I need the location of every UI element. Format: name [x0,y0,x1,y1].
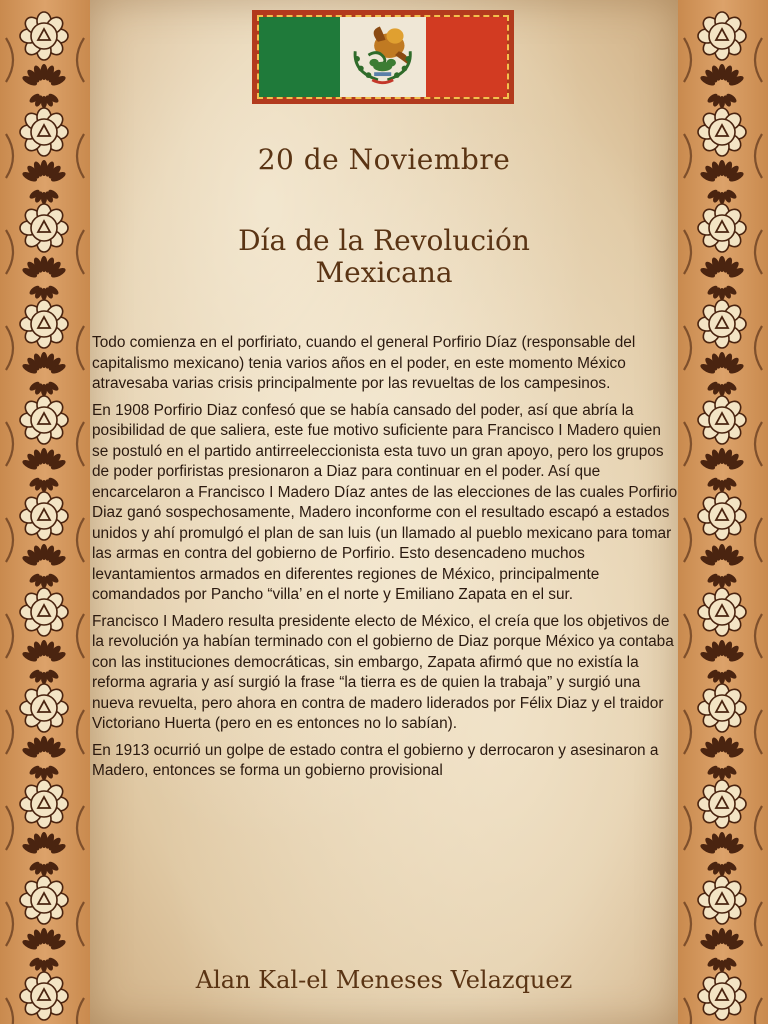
fan-ornament [21,928,67,972]
swirl-ornament [684,518,691,562]
article-body [92,333,680,788]
swirl-ornament [755,614,762,658]
swirl-ornament [6,518,13,562]
swirl-ornament [77,710,84,754]
swirl-ornament [684,230,691,274]
swirl-ornament [77,902,84,946]
paragraph-3: Francisco I Madero resulta presidente electo de México, el creía que los objetivos de la revolución ya habían terminado con el gobierno de Diaz porque México ya contaba con las instituciones democráticas, sin embargo, Zapata afirmó que no existía la reforma agraria y así surgió la frase “la tierra es de quien la trabaja” y surgió una nueva revuelta, pero ahora en contra de madero liderados por Félix Diaz y el traidor Victoriano Huerta (pero en es entonces no lo sabían). [92,612,674,732]
flower-ornament [20,684,68,732]
flower-ornament [698,300,746,348]
fan-ornament [699,832,745,876]
swirl-ornament [755,902,762,946]
fan-ornament [699,448,745,492]
swirl-ornament [6,230,13,274]
swirl-ornament [77,614,84,658]
swirl-ornament [6,902,13,946]
flower-ornament [20,12,68,60]
flower-ornament [20,876,68,924]
swirl-ornament [755,134,762,178]
swirl-ornament [77,326,84,370]
flower-ornament [20,396,68,444]
flower-ornament [698,396,746,444]
swirl-ornament [755,230,762,274]
page-title [90,225,678,289]
swirl-ornament [684,902,691,946]
right-floral-border [678,0,768,1024]
swirl-ornament [77,38,84,82]
fan-ornament [699,64,745,108]
swirl-ornament [755,326,762,370]
flower-ornament [698,12,746,60]
flower-ornament [698,588,746,636]
swirl-ornament [6,710,13,754]
flower-ornament [20,204,68,252]
fan-ornament [699,928,745,972]
paragraph-4: En 1913 ocurrió un golpe de estado contra el gobierno y derrocaron y asesinaron a Madero, entonces se forma un gobierno provisional [92,741,659,779]
flower-ornament [698,972,746,1020]
flower-ornament [698,492,746,540]
swirl-ornament [77,134,84,178]
floral-border-icon [678,0,768,1024]
swirl-ornament [755,710,762,754]
flag-field [257,15,509,99]
flower-ornament [20,972,68,1020]
flag-green-stripe [259,17,340,97]
flower-ornament [20,108,68,156]
floral-border-icon [0,0,90,1024]
swirl-ornament [684,326,691,370]
swirl-ornament [755,38,762,82]
flower-ornament [20,492,68,540]
fan-ornament [21,64,67,108]
left-floral-border [0,0,90,1024]
swirl-ornament [77,518,84,562]
date-heading: 20 de Noviembre [257,143,511,176]
mexican-flag-icon [252,10,514,104]
flower-ornament [698,780,746,828]
author-signature: Alan Kal-el Meneses Velazquez [195,966,573,994]
coat-of-arms-icon [340,17,425,97]
swirl-ornament [684,422,691,466]
fan-ornament [21,736,67,780]
swirl-ornament [77,806,84,850]
fan-ornament [21,448,67,492]
swirl-ornament [77,422,84,466]
swirl-ornament [6,326,13,370]
fan-ornament [21,640,67,684]
swirl-ornament [6,422,13,466]
flower-ornament [20,300,68,348]
swirl-ornament [755,518,762,562]
fan-ornament [699,352,745,396]
fan-ornament [699,256,745,300]
flower-ornament [20,588,68,636]
fan-ornament [699,544,745,588]
swirl-ornament [684,710,691,754]
swirl-ornament [755,806,762,850]
paragraph-1: Todo comienza en el porfiriato, cuando el general Porfirio Díaz (responsable del capitalismo mexicano) tenia varios años en el poder, en este momento México atravesaba varias crisis principalmente por las revueltas de los campesinos. [92,334,636,392]
swirl-ornament [684,614,691,658]
parchment-sheet [90,0,678,1024]
fan-ornament [699,736,745,780]
swirl-ornament [755,998,762,1024]
swirl-ornament [684,998,691,1024]
fan-ornament [699,640,745,684]
swirl-ornament [77,230,84,274]
swirl-ornament [6,134,13,178]
flower-ornament [698,876,746,924]
page-title-line-2: Mexicana [315,256,453,289]
swirl-ornament [684,806,691,850]
swirl-ornament [684,134,691,178]
fan-ornament [21,832,67,876]
swirl-ornament [6,38,13,82]
fan-ornament [21,352,67,396]
fan-ornament [21,256,67,300]
flower-ornament [698,204,746,252]
flower-ornament [698,684,746,732]
flower-ornament [20,780,68,828]
page-title-line-1: Día de la Revolución [238,224,530,257]
fan-ornament [21,160,67,204]
swirl-ornament [6,998,13,1024]
swirl-ornament [6,614,13,658]
flag-red-stripe [426,17,507,97]
fan-ornament [699,160,745,204]
fan-ornament [21,544,67,588]
paragraph-2: En 1908 Porfirio Diaz confesó que se había cansado del poder, así que abría la posibilidad de que saliera, este fue motivo suficiente para Francisco I Madero quien se postuló en el partido antirreeleccionista esta tuvo un gran apoyo, pero los grupos de poder porfiristas presionaron a Diaz para continuar en el poder. Así que encarcelaron a Francisco I Madero Díaz antes de las elecciones de las cuales Porfirio Diaz ganó sospechosamente, Madero inconforme con el resultado escapó a estados unidos y ahí promulgó el plan de san luis (un llamado al pueblo mexicano para tomar las armas en contra del gobierno de Porfirio. Esto desencadeno muchos levantamientos armados en diferentes regiones de México, principalmente comandados por Pancho “villa’ en el norte y Emiliano Zapata en el sur. [92,401,678,603]
swirl-ornament [755,422,762,466]
swirl-ornament [77,998,84,1024]
flower-ornament [698,108,746,156]
flag-white-stripe [340,17,425,97]
swirl-ornament [6,806,13,850]
swirl-ornament [684,38,691,82]
